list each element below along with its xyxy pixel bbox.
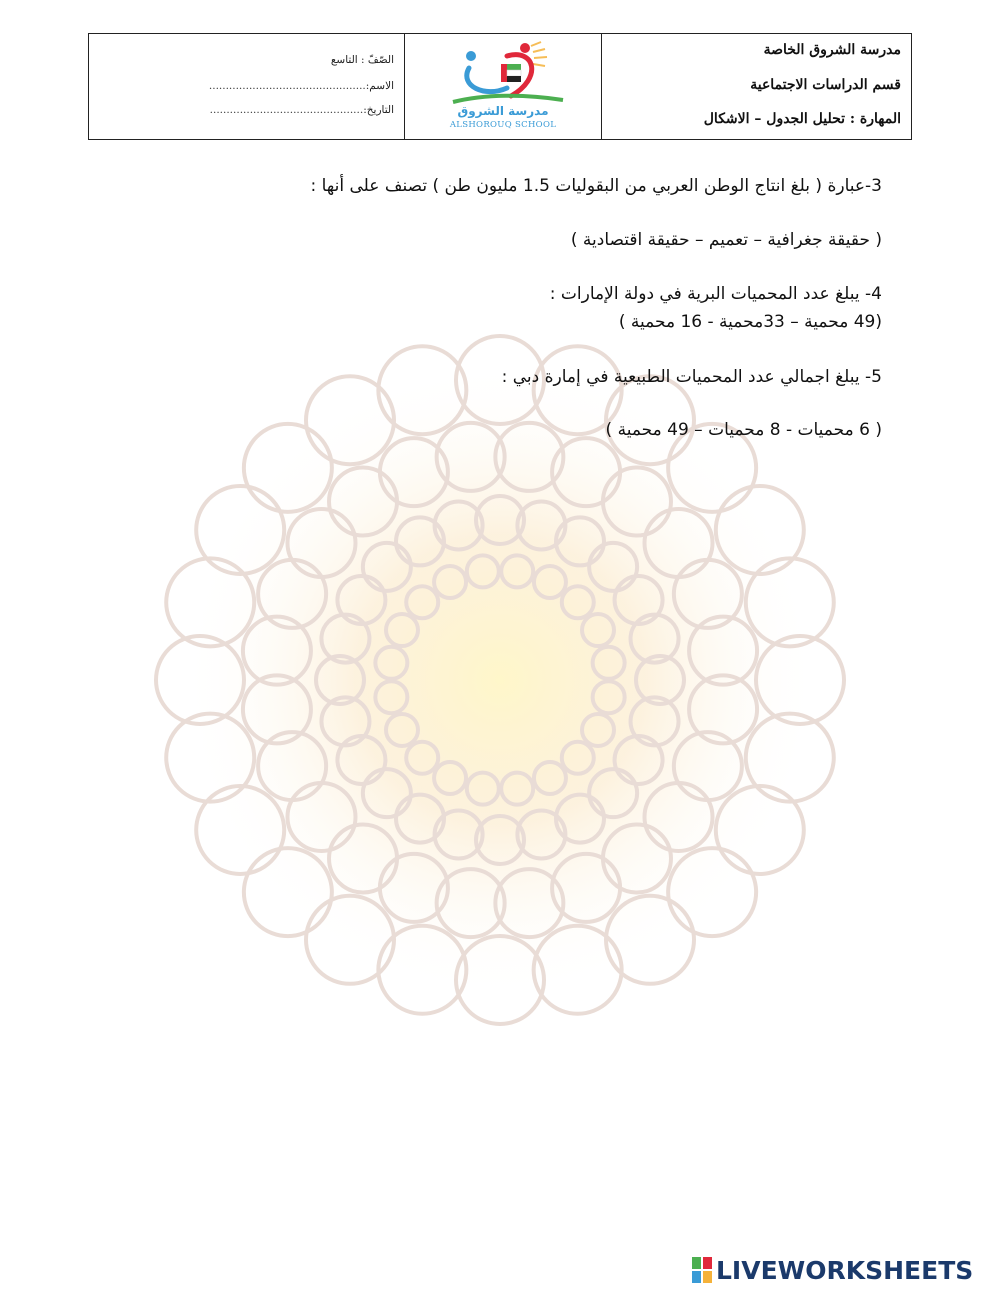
- question-3: 3-عبارة ( بلغ انتاج الوطن العربي من البقوليات 1.5 مليون طن ) تصنف على أنها :: [310, 176, 882, 196]
- date-dots: ..............................................: [209, 104, 364, 116]
- logo-cell: [405, 34, 602, 139]
- question-4-options: (49 محمية – 33محمية - 16 محمية ): [618, 312, 882, 332]
- liveworksheets-icon: [692, 1257, 712, 1283]
- name-line: [209, 80, 394, 92]
- logo-arabic-text: مدرسة الشروق: [457, 104, 549, 118]
- name-dots: ...............................................: [208, 80, 366, 92]
- department-name: قسم الدراسات الاجتماعية: [750, 77, 901, 93]
- header-table: [88, 33, 912, 140]
- name-label: الاسم:: [365, 80, 394, 92]
- school-name: مدرسة الشروق الخاصة: [763, 42, 901, 58]
- liveworksheets-logo[interactable]: [692, 1255, 992, 1285]
- question-5-options: ( 6 محميات - 8 محميات – 49 محمية ): [605, 420, 882, 440]
- school-info-cell: [602, 34, 911, 139]
- date-line: [210, 104, 394, 116]
- student-info-cell: [89, 34, 405, 139]
- date-label: التاريخ:: [363, 104, 394, 116]
- question-3-options: ( حقيقة جغرافية – تعميم – حقيقة اقتصادية ): [570, 230, 882, 250]
- school-logo-icon: [445, 40, 565, 106]
- question-5: 5- يبلغ اجمالي عدد المحميات الطبيعية في إمارة دبي :: [501, 367, 882, 387]
- skill-title: المهارة : تحليل الجدول – الاشكال: [703, 111, 901, 127]
- question-4: 4- يبلغ عدد المحميات البرية في دولة الإمارات :: [549, 284, 882, 304]
- logo-english-text: ALSHOROUQ SCHOOL: [449, 120, 557, 130]
- grade-label: الصّفّ : التاسع: [330, 54, 394, 66]
- liveworksheets-brand: LIVEWORKSHEETS: [716, 1255, 974, 1285]
